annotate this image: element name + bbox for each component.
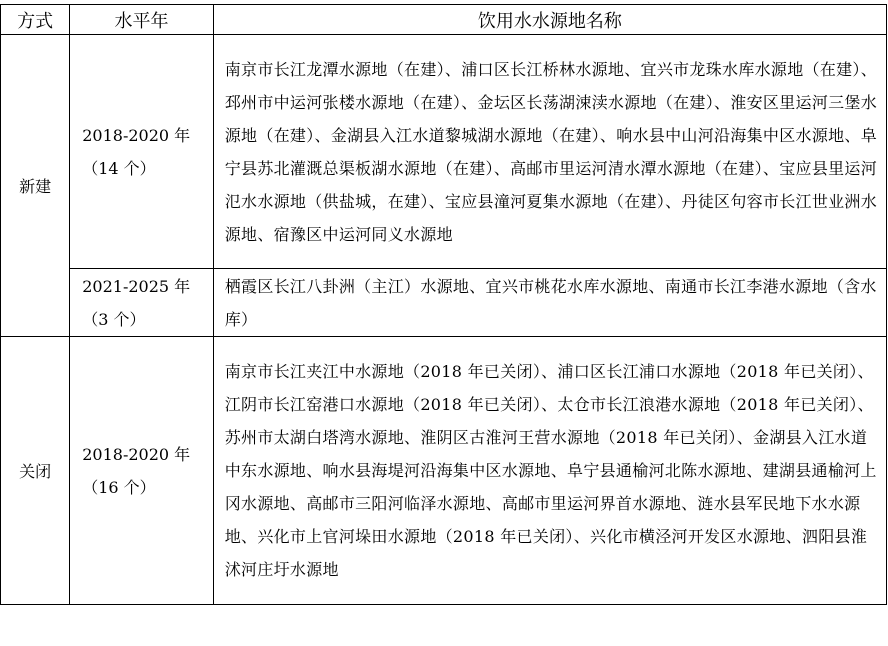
year-count: （16 个） xyxy=(82,477,156,497)
table-row xyxy=(1,337,887,605)
table-row xyxy=(1,35,887,269)
header-row xyxy=(1,5,887,35)
header-year: 水平年 xyxy=(70,5,213,35)
source-names-cell: 栖霞区长江八卦洲（主江）水源地、宜兴市桃花水库水源地、南通市长江李港水源地（含水库） xyxy=(213,269,886,337)
year-count: （3 个） xyxy=(82,309,146,329)
year-cell xyxy=(70,35,213,269)
year-cell xyxy=(70,269,213,337)
year-range: 2018-2020 年 xyxy=(82,125,191,145)
water-source-table xyxy=(0,4,887,605)
year-count: （14 个） xyxy=(82,158,156,178)
year-cell xyxy=(70,337,213,605)
method-cell-close: 关闭 xyxy=(1,337,70,605)
source-names-cell: 南京市长江夹江中水源地（2018 年已关闭）、浦口区长江浦口水源地（2018 年已关闭）、江阴市长江窑港口水源地（2018 年已关闭）、太仓市长江浪港水源地（2018 年已关闭）、苏州市太湖白塔湾水源地、淮阴区古淮河王营水源地（2018 年已关闭）、金湖县入江水道中东水源地、响水县海堤河沿海集中区水源地、阜宁县通榆河北陈水源地、建湖县通榆河上冈水源地、高邮市三阳河临泽水源地、高邮市里运河界首水源地、涟水县军民地下水水源地、兴化市上官河垛田水源地（2018 年已关闭）、兴化市横泾河开发区水源地、泗阳县淮沭河庄圩水源地 xyxy=(213,337,886,605)
year-range: 2018-2020 年 xyxy=(82,444,191,464)
method-cell-new: 新建 xyxy=(1,35,70,337)
table-row xyxy=(1,269,887,337)
year-range: 2021-2025 年 xyxy=(82,276,191,296)
header-names: 饮用水水源地名称 xyxy=(213,5,886,35)
source-names-cell: 南京市长江龙潭水源地（在建）、浦口区长江桥林水源地、宜兴市龙珠水库水源地（在建）、邳州市中运河张楼水源地（在建）、金坛区长荡湖涑渎水源地（在建）、淮安区里运河三堡水源地（在建）、金湖县入江水道黎城湖水源地（在建）、响水县中山河沿海集中区水源地、阜宁县苏北灌溉总渠板湖水源地（在建）、高邮市里运河清水潭水源地（在建）、宝应县里运河氾水水源地（供盐城，在建）、宝应县潼河夏集水源地（在建）、丹徒区句容市长江世业洲水源地、宿豫区中运河同义水源地 xyxy=(213,35,886,269)
header-method: 方式 xyxy=(1,5,70,35)
